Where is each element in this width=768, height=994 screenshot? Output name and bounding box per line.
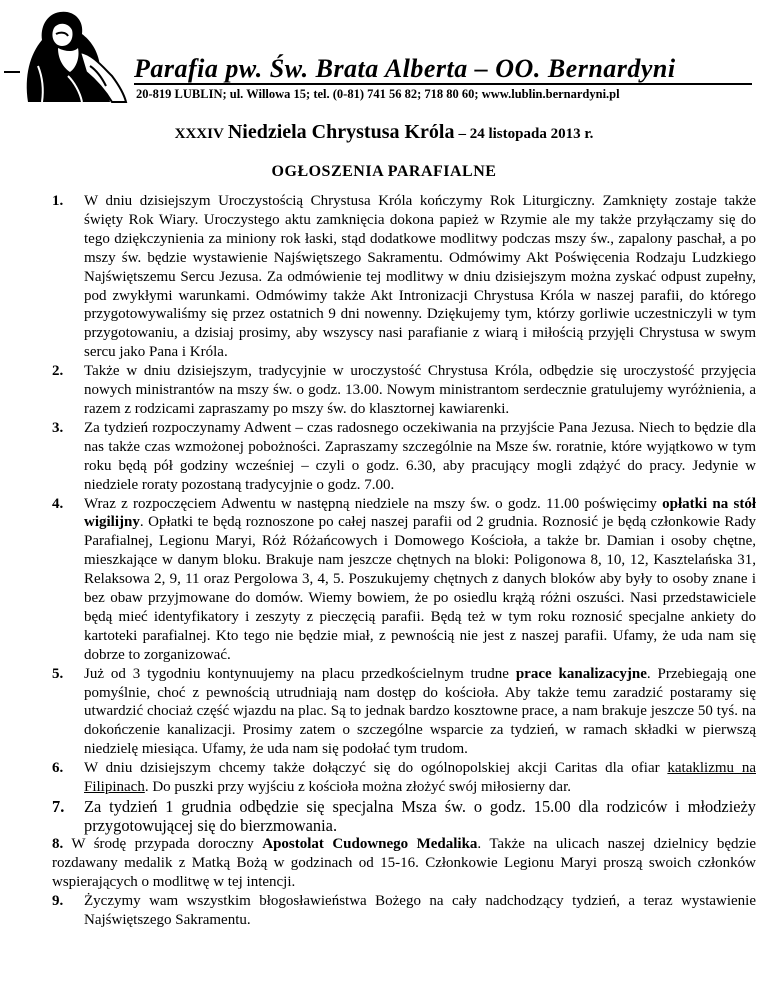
item-text: Życzymy wam wszystkim błogosławieństwa Bożego na cały nadchodzący tydzień, a teraz wystawienie Najświętszego Sakramentu. bbox=[84, 892, 756, 928]
item-number: 2. bbox=[52, 363, 64, 380]
item-text bbox=[84, 760, 756, 795]
sunday-date: – 24 listopada 2013 r. bbox=[458, 126, 594, 142]
item-text: W dniu dzisiejszym Uroczystością Chrystusa Króla kończymy Rok Liturgiczny. Zamknięty zostaje także święty Rok Wiary. Uroczystego aktu zamknięcia dokona papież w Rzymie ale my także przyłączamy się do tego dziękczynienia za miniony rok łaski, stąd dodatkowe modlitwy podczas mszy św., zapalony paschał, a po mszy św. będzie wystawienie Najświętszego Sakramentu. Odmówimy Akt Poświęcenia Rodzaju Ludzkiego Najświętszemu Sercu Jezusa. Za odmówienie tej modlitwy w dniu dzisiejszym można zyskać odpust zupełny, pod zwykłymi warunkami. Odmówimy także Akt Intronizacji Chrystusa Króla w naszej parafii, do którego przygotowywaliśmy się przez ostatnich 9 dni nowenny. Dziękujemy tym, którzy gorliwie uczestniczyli w tym przygotowaniu, a dzisiaj prosimy, aby wszyscy nasi parafianie z wiarą i miłością przyjęli Chrystusa w swym sercu jako Pana i Króla. bbox=[84, 193, 756, 361]
announcement-item bbox=[36, 835, 756, 892]
item-text-part: . Także na ulicach naszej dzielnicy będzie rozdawany medalik z Matką Bożą w godzinach od 15-16. Członkowie Legionu Maryi proszą swoich członków wspierających o modlitwę w tej intencji. bbox=[52, 836, 757, 890]
item-text bbox=[84, 666, 756, 758]
item-number: 6. bbox=[52, 760, 64, 777]
announcement-item bbox=[52, 495, 756, 665]
announcement-item bbox=[52, 362, 756, 419]
item-text-part: . Opłatki te będą roznoszone po całej naszej parafii od 2 grudnia. Roznosić je będą członkowie Rady Parafialnej, Legionu Maryi, Róż Różańcowych i Domowego Kościoła, a także br. Damian i osoby chętne, mieszkające w danym bloku. Brakuje nam jeszcze chętnych na bloki: Poligonowa 8, 10, 12, Kasztelańska 31, Relaksowa 2, 9, 11 oraz Pergolowa 3, 4, 5. Poszukujemy chętnych z danych bloków aby były to osoby znane i bez obaw przyjmowane do domów. Wiemy bowiem, że po osiedlu krążą różni oszuści. Nasi przedstawiciele będą mieć identyfikatory i zeszyty z pieczęcią parafii. Będą też w tym roku roznosić specjalne ankiety do kartoteki parafialnej. Kto tego nie będzie miał, z pewnością nie jest z naszej parafii. Ufamy, że uda nam się dobrze to zorganizować. bbox=[84, 514, 756, 663]
announcement-item bbox=[52, 797, 756, 835]
parish-logo bbox=[20, 6, 130, 106]
parish-address: 20-819 LUBLIN; ul. Willowa 15; tel. (0-81) 741 56 82; 718 80 60; www.lublin.bernardyni.pl bbox=[136, 87, 620, 101]
item-underlined: kataklizmu na Filipinach bbox=[84, 760, 756, 796]
sunday-name: Niedziela Chrystusa Króla bbox=[227, 121, 455, 143]
header-rule bbox=[134, 83, 752, 85]
item-number: 8. bbox=[52, 836, 64, 852]
announcement-item bbox=[52, 419, 756, 495]
item-text-part: W środę przypada doroczny bbox=[71, 836, 254, 852]
item-text-part: . Przebiegają one pomyślnie, choć z pewnością utrudniają nam dostęp do kościoła. Aby także temu zaradzić postaramy się utwardzić chociaż część wjazdu na plac. Są to jednak bardzo kosztowne prace, a nam brakuje jeszcze 50 tyś. na dokończenie kanalizacji. Prosimy zatem o szczególne wsparcie za tydzień, w ramach składki w pierwszą niedzielę miesiąca. Ufamy, że uda nam się podołać tym trudom. bbox=[84, 665, 757, 758]
item-highlight: opłatki na stół wigilijny bbox=[84, 495, 757, 531]
parish-name: Parafia pw. Św. Brata Alberta – OO. Bernardyni bbox=[134, 54, 676, 83]
item-number: 7. bbox=[52, 797, 65, 816]
item-text-part: . Do puszki przy wyjściu z kościoła można złożyć swój miłosierny dar. bbox=[144, 779, 571, 796]
item-text: Za tydzień 1 grudnia odbędzie się specjalna Msza św. o godz. 15.00 dla rodziców i młodzieży przygotowującej się do bierzmowania. bbox=[84, 797, 756, 835]
sunday-number: XXXIV bbox=[174, 126, 224, 142]
item-text-part: Już od 3 tygodniu kontynuujemy na placu przedkościelnym trudne bbox=[84, 665, 509, 682]
item-number: 4. bbox=[52, 495, 64, 512]
announcements-title: OGŁOSZENIA PARAFIALNE bbox=[271, 163, 497, 180]
item-highlight: prace kanalizacyjne bbox=[515, 665, 647, 682]
item-number: 5. bbox=[52, 665, 64, 682]
header-left-rule bbox=[4, 71, 20, 73]
item-number: 1. bbox=[52, 193, 64, 209]
item-text-part: W dniu dzisiejszym chcemy także dołączyć się do ogólnopolskiej akcji Caritas dla ofiar bbox=[84, 760, 660, 777]
item-number: 3. bbox=[52, 419, 64, 436]
announcement-item bbox=[52, 665, 756, 760]
item-text bbox=[52, 836, 756, 890]
item-text: Także w dniu dzisiejszym, tradycyjnie w uroczystość Chrystusa Króla, odbędzie się uroczystość przyjęcia nowych ministrantów na mszy św. o godz. 13.00. Nowym ministrantom serdecznie gratulujemy wyróżnienia, a razem z rodzicami zapraszamy po mszy św. do klasztornej kawiarenki. bbox=[84, 363, 756, 417]
announcements-list bbox=[52, 192, 756, 930]
item-text: Za tydzień rozpoczynamy Adwent – czas radosnego oczekiwania na przyjście Pana Jezusa. Niech to będzie dla nas także czas wzmożonej pobożności. Zapraszamy szczególnie na Msze św. roratnie, które wyjątkowo w tym roku będą pół godziny wcześniej – czyli o godz. 6.30, aby pracujący mogli zdążyć do pracy. Jedynie w niedziele roraty pozostaną tradycyjnie o godz. 7.00. bbox=[84, 419, 756, 493]
item-text-part: Wraz z rozpoczęciem Adwentu w następną niedziele na mszy św. o godz. 11.00 poświęcimy bbox=[84, 495, 657, 512]
announcement-item bbox=[52, 192, 756, 362]
sunday-title bbox=[0, 121, 768, 144]
item-text bbox=[84, 496, 756, 663]
announcement-item bbox=[52, 759, 756, 797]
announcement-item bbox=[52, 892, 756, 930]
item-number: 9. bbox=[52, 892, 64, 909]
item-highlight: Apostolat Cudownego Medalika bbox=[262, 836, 478, 852]
